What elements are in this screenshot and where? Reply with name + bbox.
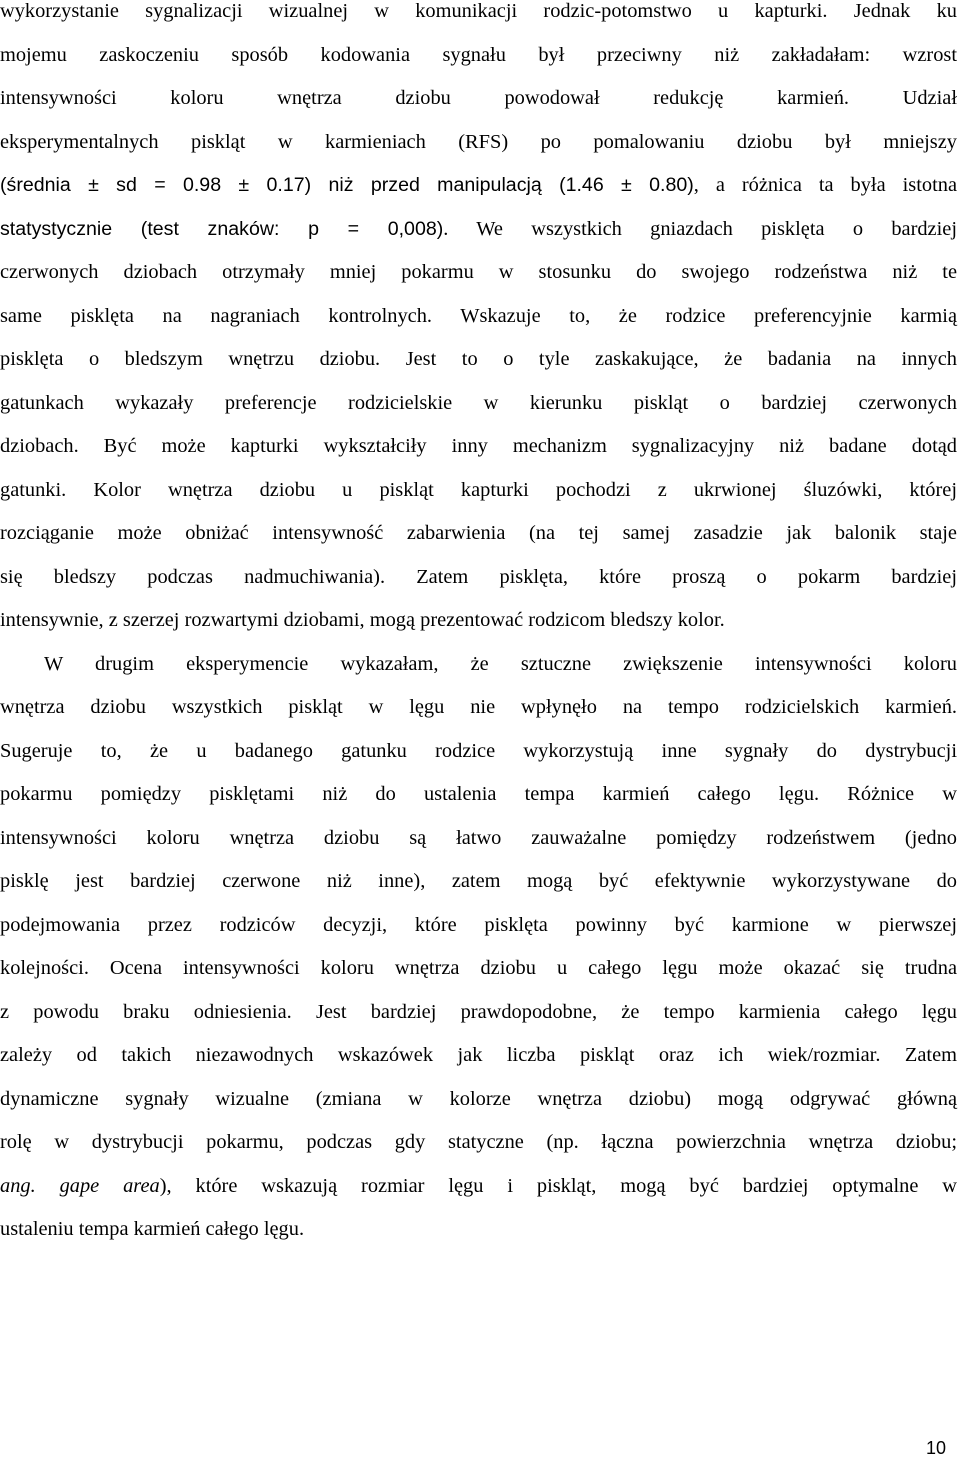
text-line: mojemu zaskoczeniu sposób kodowania sygnału był przeciwny niż zakładałam: wzrost xyxy=(0,44,957,66)
text-line: czerwonych dziobach otrzymały mniej pokarmu w stosunku do swojego rodzeństwa niż te xyxy=(0,261,957,283)
text-line: Sugeruje to, że u badanego gatunku rodzice wykorzystują inne sygnały do dystrybucji xyxy=(0,740,957,762)
text-line: dziobach. Być może kapturki wykształciły inny mechanizm sygnalizacyjny niż badane dotąd xyxy=(0,435,957,457)
text-line xyxy=(0,1171,957,1201)
statistics-text: (średnia ± sd = 0.98 ± 0.17) niż przed manipulacją (1.46 ± 0.80) xyxy=(0,174,694,196)
text-line: intensywnie, z szerzej rozwartymi dziobami, mogą prezentować rodzicom bledszy kolor. xyxy=(0,609,725,631)
text-line: rozciąganie może obniżać intensywność zabarwienia (na tej samej zasadzie jak balonik staje xyxy=(0,522,957,544)
text-line: podejmowania przez rodziców decyzji, które pisklęta powinny być karmione w pierwszej xyxy=(0,914,957,936)
text-line: pokarmu pomiędzy pisklętami niż do ustalenia tempa karmień całego lęgu. Różnice w xyxy=(0,783,957,805)
statistics-text: statystycznie (test znaków: p = 0,008) xyxy=(0,218,444,240)
text-line: gatunkach wykazały preferencje rodzicielskie w kierunku piskląt o bardziej czerwonych xyxy=(0,392,957,414)
text-segment: , a różnica ta była istotna xyxy=(693,174,957,196)
text-line: pisklę jest bardziej czerwone niż inne), zatem mogą być efektywnie wykorzystywane do xyxy=(0,870,957,892)
text-line: zależy od takich niezawodnych wskazówek jak liczba piskląt oraz ich wiek/rozmiar. Zatem xyxy=(0,1044,957,1066)
italic-term: ang. gape area xyxy=(0,1175,160,1197)
text-segment: . We wszystkich gniazdach pisklęta o bardziej xyxy=(443,218,957,240)
text-line: się bledszy podczas nadmuchiwania). Zatem pisklęta, które proszą o pokarm bardziej xyxy=(0,566,957,588)
text-segment: ), które wskazują rozmiar lęgu i piskląt, mogą być bardziej optymalne w xyxy=(159,1175,957,1197)
text-line xyxy=(0,214,957,244)
text-line: gatunki. Kolor wnętrza dziobu u piskląt kapturki pochodzi z ukrwionej śluzówki, której xyxy=(0,479,957,501)
text-line: wykorzystanie sygnalizacji wizualnej w komunikacji rodzic-potomstwo u kapturki. Jednak ku xyxy=(0,0,957,22)
text-line: wnętrza dziobu wszystkich piskląt w lęgu nie wpłynęło na tempo rodzicielskich karmień. xyxy=(0,696,957,718)
text-line: same pisklęta na nagraniach kontrolnych. Wskazuje to, że rodzice preferencyjnie karmią xyxy=(0,305,957,327)
text-line: pisklęta o bledszym wnętrzu dziobu. Jest to o tyle zaskakujące, że badania na innych xyxy=(0,348,957,370)
text-line xyxy=(0,170,957,200)
page-number: 10 xyxy=(926,1438,947,1458)
text-line: ustaleniu tempa karmień całego lęgu. xyxy=(0,1218,305,1240)
text-line: dynamiczne sygnały wizualne (zmiana w kolorze wnętrza dziobu) mogą odgrywać główną xyxy=(0,1088,957,1110)
text-line: rolę w dystrybucji pokarmu, podczas gdy statyczne (np. łączna powierzchnia wnętrza dziobu; xyxy=(0,1131,957,1153)
paragraph-first-line: W drugim eksperymencie wykazałam, że sztuczne zwiększenie intensywności koloru xyxy=(44,653,957,675)
text-line: z powodu braku odniesienia. Jest bardziej prawdopodobne, że tempo karmienia całego lęgu xyxy=(0,1001,957,1023)
text-line: kolejności. Ocena intensywności koloru wnętrza dziobu u całego lęgu może okazać się trudna xyxy=(0,957,957,979)
text-line: intensywności koloru wnętrza dziobu powodował redukcję karmień. Udział xyxy=(0,87,957,109)
text-line: eksperymentalnych piskląt w karmieniach (RFS) po pomalowaniu dziobu był mniejszy xyxy=(0,131,957,153)
text-line: intensywności koloru wnętrza dziobu są łatwo zauważalne pomiędzy rodzeństwem (jedno xyxy=(0,827,957,849)
